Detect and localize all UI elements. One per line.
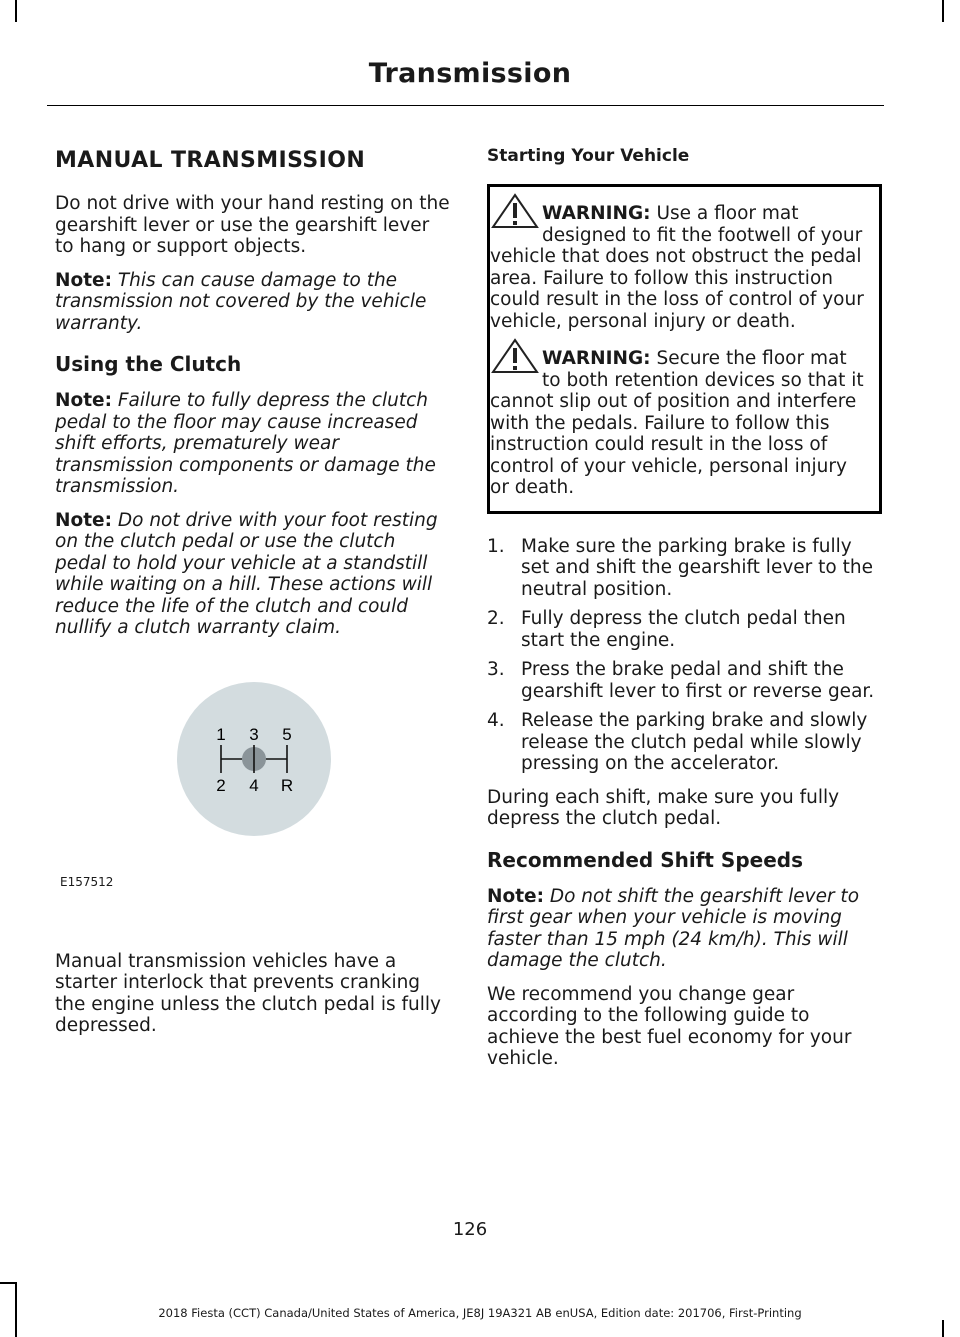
clutch-heading: Using the Clutch [55, 352, 242, 376]
step-number: 2. [487, 608, 505, 629]
warning-triangle-icon [490, 338, 540, 374]
note-text: Failure to fully depress the clutch pedal to the floor may cause increased shift efforts, prematurely wear transmission components or damage the transmission. [55, 390, 436, 497]
step-number: 3. [487, 659, 505, 680]
note-label: Note: [55, 269, 112, 291]
gear-label-top: 5 [282, 724, 292, 744]
warning-label: WARNING: [542, 203, 651, 224]
warning-label: WARNING: [542, 348, 651, 369]
note-clutch-rest [55, 510, 450, 639]
gear-label-bottom: 2 [216, 775, 226, 795]
right-column [487, 140, 882, 1082]
warning-box [487, 184, 882, 514]
gear-label-top: 1 [216, 724, 226, 744]
note-shift-speed [487, 886, 882, 972]
footer-edition-info: 2018 Fiesta (CCT) Canada/United States of America, JE8J 19A321 AB enUSA, Edition date: 201706, First-Printing [158, 1306, 802, 1320]
note-clutch-depress [55, 390, 450, 498]
step-text: Release the parking brake and slowly release the clutch pedal while slowly pressing on the accelerator. [521, 710, 868, 774]
gear-label-bottom: 4 [249, 775, 259, 795]
note-text: This can cause damage to the transmission not covered by the vehicle warranty. [55, 269, 427, 334]
recommend-paragraph: We recommend you change gear according to the following guide to achieve the best fuel economy for your vehicle. [487, 983, 852, 1069]
step-text: Fully depress the clutch pedal then start the engine. [521, 608, 846, 651]
each-shift-paragraph: During each shift, make sure you fully depress the clutch pedal. [487, 786, 840, 829]
list-item [487, 536, 882, 601]
gear-label-top: 3 [249, 724, 259, 744]
gear-label-bottom: R [280, 775, 294, 795]
intro-paragraph: Do not drive with your hand resting on the gearshift lever or use the gearshift lever to hang or support objects. [55, 193, 450, 257]
warning-triangle-icon [490, 193, 540, 229]
list-item [487, 710, 882, 775]
note-label: Note: [55, 509, 112, 531]
warning-text: Secure the floor mat to both retention devices so that it cannot slip out of position and interfere with the pedals. Failure to follow this instruction could result in the loss of control of your vehicle, personal injury or death. [490, 348, 864, 498]
note-label: Note: [55, 390, 112, 411]
list-item [487, 659, 882, 702]
interlock-paragraph: Manual transmission vehicles have a starter interlock that prevents cranking the engine unless the clutch pedal is fully depressed. [55, 950, 442, 1036]
crop-mark [15, 0, 17, 22]
step-number: 1. [487, 535, 505, 557]
page-number: 126 [452, 1219, 488, 1240]
shift-pattern-figure [55, 679, 450, 929]
step-text: Make sure the parking brake is fully set and shift the gearshift lever to the neutral position. [521, 535, 873, 600]
list-item [487, 608, 882, 651]
shift-pattern-diagram [55, 679, 450, 899]
warning-text: Use a floor mat designed to fit the footwell of your vehicle that does not obstruct the pedal area. Failure to follow this instruction could result in the loss of control of your vehicle, personal injury or death. [490, 203, 864, 332]
note-warranty [55, 270, 450, 335]
warning-item [490, 348, 871, 499]
left-column [55, 140, 450, 1049]
figure-id: E157512 [60, 874, 114, 889]
page-title: Transmission [368, 58, 572, 89]
note-text: Do not drive with your foot resting on the clutch pedal or use the clutch pedal to hold your vehicle at a standstill while waiting on a hill. These actions will reduce the life of the clutch and could nullify a clutch warranty claim. [55, 509, 438, 638]
starting-steps [487, 536, 882, 775]
header-rule [47, 105, 884, 106]
step-text: Press the brake pedal and shift the gearshift lever to first or reverse gear. [521, 659, 875, 702]
crop-mark [0, 1282, 16, 1284]
crop-mark [942, 1320, 944, 1337]
section-heading: MANUAL TRANSMISSION [55, 148, 366, 173]
note-text: Do not shift the gearshift lever to first gear when your vehicle is moving faster than 15 mph (24 km/h). This will damage the clutch. [487, 885, 860, 971]
shift-speeds-heading: Recommended Shift Speeds [487, 847, 803, 872]
crop-mark [942, 0, 944, 22]
note-label: Note: [487, 885, 544, 907]
step-number: 4. [487, 710, 505, 731]
starting-heading: Starting Your Vehicle [487, 146, 690, 166]
warning-item [490, 203, 871, 332]
